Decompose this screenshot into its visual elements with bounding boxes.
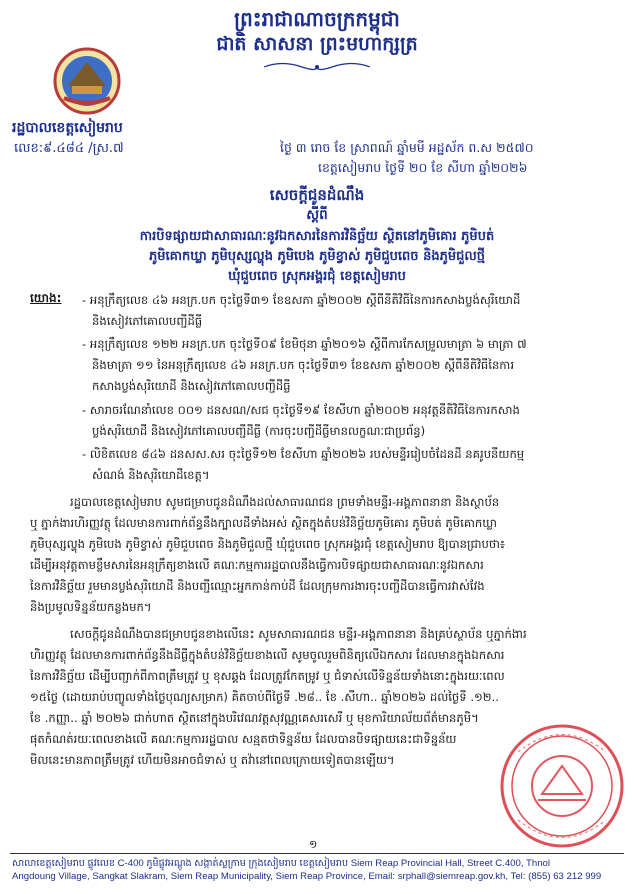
footer-divider bbox=[10, 853, 624, 854]
paragraph-line: មិលនេះមានភាពត្រឹមត្រូវ ហើយមិនអាចជំទាស់ ឬ តវ៉ានៅពេលក្រោយទៀតបានឡើយ។ bbox=[30, 753, 395, 767]
province-emblem bbox=[52, 46, 122, 116]
paragraph-line: ដើម្បីអនុវត្តតាមខ្លឹមសារនៃអនុក្រឹត្យខាងលើ គណៈកម្មការរដ្ឋបាលនឹងធ្វើការបិទផ្សាយជាសាធារណៈនូវឯកសារ bbox=[30, 558, 484, 572]
subject-label: ស្តីពី bbox=[306, 207, 328, 223]
paragraph-line: ហិរញ្ញវត្ថុ ដែលមានការពាក់ព័ន្ធនឹងដីធ្លីក្នុងតំបន់វិនិច្ឆ័យខាងលើ សូមចូលរួមពិនិត្យលើឯកសារ ដែលមានក្នុងឯកសារ bbox=[30, 648, 505, 662]
paragraph-line: នៃការវិនិច្ឆ័យ ដើម្បីបញ្ជាក់ពីភាពត្រឹមត្រូវ ឬ ខុសឆ្គង ដែលត្រូវកែតម្រូវ ឬ ជំទាស់លើទិន្នន័យទាំងនោះក្នុងរយៈពេល bbox=[30, 669, 505, 683]
page-number: ១ bbox=[309, 838, 318, 851]
footer-line: Angdoung Village, Sangkat Slakram, Siem Reap Municipality, Siem Reap Province, Email: srphall@siemreap.gov.kh, Tel: (855) 63 212 999 bbox=[12, 871, 602, 882]
paragraph-line: រដ្ឋបាលខេត្តសៀមរាប សូមជម្រាបជូនដំណឹងដល់សាធារណជន ព្រមទាំងមន្ទីរ-អង្គភាពនានា និងស្ថាប័ន bbox=[70, 495, 500, 509]
reference-line: - អនុក្រឹត្យលេខ ១២២ អនក្រ.បក ចុះថ្ងៃទី០៩ ខែមិថុនា ឆ្នាំ២០១៦ ស្តីពីការកែសម្រួលមាត្រា ៦ មាត្រា ៧ bbox=[82, 337, 527, 351]
official-seal-stamp bbox=[498, 722, 626, 850]
body-paragraph-1 bbox=[30, 492, 622, 618]
paragraph-line: នៃការវិនិច្ឆ័យ រួមមានប្លង់សុរិយោដី និងបញ្ជីឈ្មោះអ្នកកាន់កាប់ដី ដែលក្រុមការងារចុះបញ្ជីដីបានធ្វើការវាស់វែង bbox=[30, 579, 485, 593]
reference-line: - លិខិតលេខ ៨៤៦ ដនសស.សរ ចុះថ្ងៃទី១២ ខែសីហា ឆ្នាំ២០២៦ របស់មន្ទីររៀបចំដែនដី នគរូបនីយកម្ម bbox=[82, 447, 525, 461]
reference-line: - អនុក្រឹត្យលេខ ៤៦ អនក្រ.បក ចុះថ្ងៃទី៣១ ខែឧសភា ឆ្នាំ២០០២ ស្តីពីនីតិវិធីនៃការកសាងប្លង់សុរិយោដី bbox=[82, 293, 521, 307]
reference-item bbox=[82, 334, 622, 397]
reference-line: ប្លង់សុរិយោដី និងសៀវភៅគោលបញ្ជីដីធ្លី (ការចុះបញ្ជីដីធ្លីមានលក្ខណៈជាប្រព័ន្ធ) bbox=[92, 424, 426, 438]
reference-line: និងសៀវភៅគោលបញ្ជីដីធ្លី bbox=[92, 314, 203, 328]
footer-line: សាលាខេត្តសៀមរាប ផ្លូវលេខ C-400 ភូមិផ្លូវអណ្តូង សង្កាត់ស្លក្រាម ក្រុងសៀមរាប ខេត្តសៀមរាប Siem Reap Provincial Hall, Street C.400, Thnol bbox=[12, 858, 550, 869]
paragraph-line: ខែ .កញ្ញា.. ឆ្នាំ ២០២៦ ជាក់ហាត ស្ថិតនៅក្នុងបរិវេណវត្តសុវណ្ណគេសរសេរី ឬ មុខការិយាល័យព័ត៌មានភូមិ។ bbox=[30, 711, 479, 725]
reference-line: និងមាត្រា ១១ នៃអនុក្រឹត្យលេខ ៤៦ អនក្រ.បក ចុះថ្ងៃទី៣១ ខែឧសភា ឆ្នាំ២០០២ ស្តីពីនីតិវិធីនៃការ bbox=[92, 358, 515, 372]
ornament-divider bbox=[262, 60, 372, 74]
subject-line: ភូមិគោកឃ្លា ភូមិបុស្សល្ហុង ភូមិបេង ភូមិខ្វាស់ ភូមិជួបពេច និងភូមិជួលថ្មី bbox=[149, 249, 485, 264]
paragraph-line: ១៥ថ្ងៃ (ដោយរាប់បញ្ចូលទាំងថ្ងៃបុណ្យសម្រាក) គិតចាប់ពីថ្ងៃទី .២៨.. ខែ .សីហា.. ឆ្នាំ២០២៦ ដល់ថ្ងៃទី .១២.. bbox=[30, 690, 499, 704]
footer-address bbox=[12, 857, 622, 883]
national-motto: ជាតិ សាសនា ព្រះមហាក្សត្រ bbox=[216, 33, 418, 55]
document-title: សេចក្តីជូនដំណឹង bbox=[269, 186, 365, 204]
reference-item bbox=[82, 290, 622, 332]
reference-line: សំណង់ និងសុរិយោដីខេត្ត។ bbox=[92, 468, 210, 482]
paragraph-line: សេចក្តីជូនដំណឹងបានជម្រាបជូនខាងលើនេះ សូមសាធារណជន មន្ទីរ-អង្គភាពនានា និងគ្រប់ស្ថាប័ន ឬភ្នាក់ងារ bbox=[70, 627, 527, 641]
paragraph-line: ផុតកំណត់រយៈពេលខាងលើ គណៈកម្មការរដ្ឋបាល សន្មតថាទិន្នន័យ ដែលបានបិទផ្សាយនេះជាទិន្នន័យ bbox=[30, 732, 457, 746]
paragraph-line: និងប្រមូលទិន្នន័យកន្លងមក។ bbox=[30, 600, 152, 614]
lunar-date: ថ្ងៃ ៣ រោច ខែ ស្រាពណ៍ ឆ្នាំមមី អដ្ឋស័ក ព.ស ២៥៧០ bbox=[280, 140, 534, 155]
issuing-authority: រដ្ឋបាលខេត្តសៀមរាប bbox=[12, 120, 123, 136]
subject-line: ឃុំជួបពេច ស្រុកអង្គរជុំ ខេត្តសៀមរាប bbox=[228, 269, 406, 284]
reference-item bbox=[82, 444, 622, 486]
reference-item bbox=[82, 400, 622, 442]
paragraph-line: ភូមិបុស្សល្ហុង ភូមិបេង ភូមិខ្វាស់ ភូមិជួបពេច និងភូមិជួលថ្មី ឃុំជួបពេច ស្រុកអង្គរជុំ ខេត្តសៀមរាប ឱ្យបានជ្រាបថា៖ bbox=[30, 537, 506, 551]
paragraph-line: ឬ ភ្នាក់ងារហិរញ្ញវត្ថុ ដែលមានការពាក់ព័ន្ធនឹងក្បាលដីទាំងអស់ ស្ថិតក្នុងតំបន់វិនិច្ឆ័យភូមិគោរ ភូមិបត់ ភូមិគោកឃ្លា bbox=[30, 516, 497, 530]
references-label: យោង: bbox=[30, 291, 62, 305]
reference-line: កសាងប្លង់សុរិយោដី និងសៀវភៅគោលបញ្ជីដីធ្លី bbox=[92, 379, 291, 393]
subject-line: ការបិទផ្សាយជាសាធារណៈនូវឯកសារនៃការវិនិច្ឆ័យ ស្ថិតនៅភូមិគោរ ភូមិបត់ bbox=[139, 229, 495, 244]
kingdom-heading: ព្រះរាជាណាចក្រកម្ពុជា bbox=[234, 7, 400, 31]
reference-number: លេខ:៩.៤៨៤ /ស្រ.៧ bbox=[14, 141, 124, 156]
solar-date: ខេត្តសៀមរាប ថ្ងៃទី ២០ ខែ សីហា ឆ្នាំ២០២៦ bbox=[318, 160, 528, 175]
reference-line: - សារាចរណែនាំលេខ ០០១ ដនសណ/សជ ចុះថ្ងៃទី១៩ ខែសីហា ឆ្នាំ២០០២ អនុវត្តនីតិវិធីនៃការកសាង bbox=[82, 403, 520, 417]
